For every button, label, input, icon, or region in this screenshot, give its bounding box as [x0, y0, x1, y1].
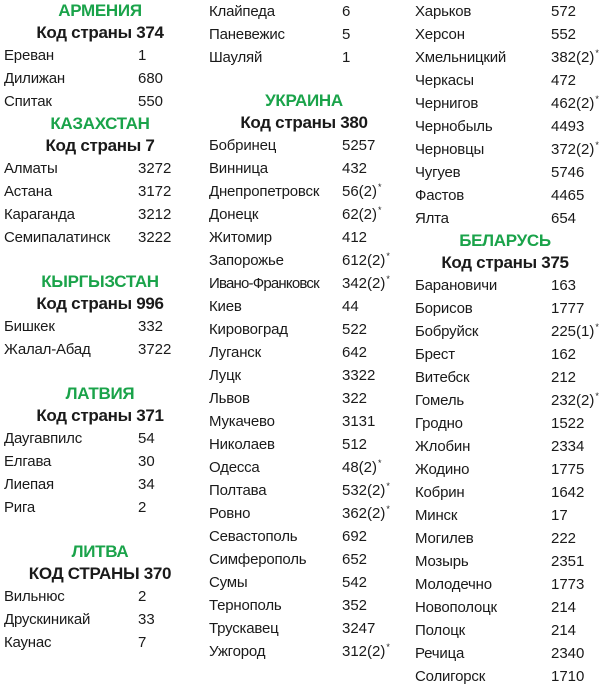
city-name: Рига [4, 499, 36, 516]
city-code [342, 272, 390, 295]
city-code: 3222 [138, 229, 172, 246]
city-code: 1522 [551, 415, 585, 432]
city-name: Шауляй [209, 49, 263, 66]
section-kyrgyzstan [0, 271, 200, 361]
city-code [342, 479, 390, 502]
city-code: 5 [342, 26, 351, 43]
country-code-heading: Код страны 996 [36, 294, 164, 313]
city-code: 54 [138, 430, 155, 447]
city-name: Ялта [415, 210, 449, 227]
city-name: Хмельницкий [415, 49, 507, 66]
city-code: 1710 [551, 668, 585, 685]
city-code: 472 [551, 72, 577, 89]
city-code: 2 [138, 588, 147, 605]
list-item [410, 412, 600, 435]
city-name: Даугавпилс [4, 430, 83, 447]
city-code: 222 [551, 530, 577, 547]
list-item [410, 92, 600, 115]
city-code: 1777 [551, 300, 585, 317]
list-item [410, 207, 600, 230]
list-item [204, 617, 404, 640]
city-name: Симферополь [209, 551, 307, 568]
city-code: 550 [138, 93, 164, 110]
list-item [410, 0, 600, 23]
city-name: Гомель [415, 392, 464, 409]
city-name: Львов [209, 390, 250, 407]
city-name: Елгава [4, 453, 52, 470]
city-name: Жалал-Абад [4, 341, 91, 358]
city-name: Мукачево [209, 413, 275, 430]
city-name: Спитак [4, 93, 52, 110]
footnote-mark: * [386, 251, 390, 261]
city-code: 30 [138, 453, 155, 470]
list-item [204, 318, 404, 341]
city-name: Житомир [209, 229, 272, 246]
city-code: 352 [342, 597, 368, 614]
country-heading: КАЗАХСТАН [50, 114, 150, 133]
spacer [0, 249, 200, 271]
list-item [0, 180, 200, 203]
city-code: 552 [551, 26, 577, 43]
list-item [204, 502, 404, 525]
footnote-mark: * [378, 205, 382, 215]
list-item [204, 594, 404, 617]
column-1 [0, 0, 200, 654]
city-name: Тернополь [209, 597, 282, 614]
list-item [410, 527, 600, 550]
section-armenia [0, 0, 200, 113]
city-name: Одесса [209, 459, 260, 476]
list-item [204, 640, 404, 663]
list-item [410, 435, 600, 458]
list-item [204, 364, 404, 387]
city-name: Бишкек [4, 318, 55, 335]
city-code: 6 [342, 3, 351, 20]
city-code-value: 372(2) [551, 141, 595, 158]
city-code: 332 [138, 318, 164, 335]
country-code-heading: Код страны 374 [36, 23, 164, 42]
list-item [410, 161, 600, 184]
city-name: Чернобыль [415, 118, 493, 135]
city-name: Алматы [4, 160, 58, 177]
list-item [204, 134, 404, 157]
city-code-value: 382(2) [551, 49, 595, 66]
list-item [0, 338, 200, 361]
city-name: Могилев [415, 530, 474, 547]
list-item [0, 44, 200, 67]
city-code [342, 640, 390, 663]
city-code: 163 [551, 277, 577, 294]
city-code: 2340 [551, 645, 585, 662]
section-belarus [410, 230, 600, 688]
list-item [410, 297, 600, 320]
list-item [410, 115, 600, 138]
city-name: Каунас [4, 634, 52, 651]
city-code-value: 232(2) [551, 392, 595, 409]
list-item [410, 274, 600, 297]
country-heading: ЛИТВА [71, 542, 129, 561]
city-name: Барановичи [415, 277, 498, 294]
city-name: Сумы [209, 574, 248, 591]
section-ukraine-continued [410, 0, 600, 230]
city-code: 572 [551, 3, 577, 20]
list-item [0, 585, 200, 608]
list-item [204, 433, 404, 456]
list-item [410, 665, 600, 688]
city-code-value: 62(2) [342, 206, 378, 223]
country-code-heading: Код страны 371 [36, 406, 164, 425]
list-item [410, 458, 600, 481]
city-code [551, 138, 599, 161]
city-name: Минск [415, 507, 458, 524]
city-code: 5746 [551, 164, 585, 181]
city-name: Запорожье [209, 252, 284, 269]
city-name: Ивано-Франковск [209, 275, 319, 292]
city-code: 1773 [551, 576, 585, 593]
city-name: Клайпеда [209, 3, 275, 20]
city-name: Херсон [415, 26, 465, 43]
spacer [0, 519, 200, 541]
city-name: Чернигов [415, 95, 479, 112]
city-code [551, 46, 599, 69]
city-code: 7 [138, 634, 147, 651]
city-name: Киев [209, 298, 242, 315]
city-code-value: 56(2) [342, 183, 378, 200]
list-item [410, 320, 600, 343]
list-item [204, 272, 404, 295]
list-item [204, 295, 404, 318]
footnote-mark: * [386, 481, 390, 491]
list-item [204, 180, 404, 203]
city-name: Чугуев [415, 164, 461, 181]
city-name: Донецк [209, 206, 259, 223]
list-item [0, 496, 200, 519]
city-name: Винница [209, 160, 268, 177]
list-item [410, 366, 600, 389]
city-code: 512 [342, 436, 368, 453]
country-code-heading: Код страны 7 [45, 136, 155, 155]
city-name: Семипалатинск [4, 229, 111, 246]
city-name: Гродно [415, 415, 463, 432]
city-code [551, 320, 599, 343]
spacer [0, 361, 200, 383]
city-code: 212 [551, 369, 577, 386]
list-item [204, 410, 404, 433]
city-name: Вильнюс [4, 588, 65, 605]
city-code [551, 92, 599, 115]
city-code: 1 [342, 49, 351, 66]
city-name: Ужгород [209, 643, 266, 660]
city-code [342, 180, 382, 203]
footnote-mark: * [386, 504, 390, 514]
list-item [410, 642, 600, 665]
city-code-value: 225(1) [551, 323, 595, 340]
city-name: Черкасы [415, 72, 474, 89]
city-code: 3131 [342, 413, 376, 430]
list-item [204, 548, 404, 571]
section-ukraine [204, 90, 404, 663]
list-item [410, 343, 600, 366]
list-item [204, 341, 404, 364]
footnote-mark: * [378, 182, 382, 192]
city-code: 692 [342, 528, 368, 545]
city-name: Астана [4, 183, 52, 200]
list-item [204, 226, 404, 249]
city-code: 432 [342, 160, 368, 177]
footnote-mark: * [386, 642, 390, 652]
city-code: 2 [138, 499, 147, 516]
city-code: 162 [551, 346, 577, 363]
footnote-mark: * [595, 94, 599, 104]
country-code-heading: Код страны 375 [441, 253, 569, 272]
city-code: 654 [551, 210, 577, 227]
city-code: 642 [342, 344, 368, 361]
city-name: Луцк [209, 367, 241, 384]
city-code [342, 249, 390, 272]
city-name: Кировоград [209, 321, 288, 338]
list-item [410, 573, 600, 596]
city-name: Кобрин [415, 484, 465, 501]
footnote-mark: * [378, 458, 382, 468]
section-kazakhstan [0, 113, 200, 249]
country-heading: БЕЛАРУСЬ [459, 231, 551, 250]
list-item [204, 249, 404, 272]
city-name: Бобруйск [415, 323, 479, 340]
city-code: 4493 [551, 118, 585, 135]
list-item [410, 481, 600, 504]
city-name: Севастополь [209, 528, 298, 545]
city-name: Луганск [209, 344, 261, 361]
city-name: Караганда [4, 206, 75, 223]
city-code: 412 [342, 229, 368, 246]
city-name: Харьков [415, 3, 472, 20]
city-code: 214 [551, 599, 577, 616]
country-heading: АРМЕНИЯ [58, 1, 142, 20]
list-item [204, 456, 404, 479]
list-item [0, 427, 200, 450]
list-item [410, 596, 600, 619]
city-name: Витебск [415, 369, 470, 386]
city-name: Жлобин [415, 438, 471, 455]
footnote-mark: * [595, 48, 599, 58]
city-code: 1 [138, 47, 147, 64]
city-code [342, 502, 390, 525]
city-code-value: 342(2) [342, 275, 386, 292]
city-code: 2351 [551, 553, 585, 570]
city-code: 33 [138, 611, 155, 628]
list-item [204, 525, 404, 548]
city-name: Паневежис [209, 26, 285, 43]
list-item [204, 571, 404, 594]
city-code: 44 [342, 298, 359, 315]
city-code: 680 [138, 70, 164, 87]
list-item [0, 203, 200, 226]
city-code: 3722 [138, 341, 172, 358]
list-item [0, 631, 200, 654]
city-code: 3212 [138, 206, 172, 223]
list-item [0, 226, 200, 249]
city-name: Полтава [209, 482, 267, 499]
city-name: Фастов [415, 187, 465, 204]
column-3 [410, 0, 600, 688]
city-code [342, 203, 382, 226]
city-code: 542 [342, 574, 368, 591]
city-code: 652 [342, 551, 368, 568]
country-heading: КЫРГЫЗСТАН [41, 272, 159, 291]
list-item [0, 608, 200, 631]
spacer [204, 69, 404, 90]
city-name: Друскиникай [4, 611, 91, 628]
footnote-mark: * [595, 391, 599, 401]
city-name: Брест [415, 346, 455, 363]
city-name: Бобринец [209, 137, 277, 154]
city-code: 5257 [342, 137, 376, 154]
country-heading: ЛАТВИЯ [65, 384, 135, 403]
list-item [410, 69, 600, 92]
list-item [0, 315, 200, 338]
section-lithuania-continued [204, 0, 404, 69]
list-item [204, 203, 404, 226]
city-name: Ереван [4, 47, 54, 64]
city-code: 3272 [138, 160, 172, 177]
section-lithuania [0, 541, 200, 654]
list-item [410, 138, 600, 161]
city-code-value: 48(2) [342, 459, 378, 476]
list-item [410, 46, 600, 69]
city-code-value: 312(2) [342, 643, 386, 660]
list-item [410, 184, 600, 207]
city-code-value: 462(2) [551, 95, 595, 112]
city-name: Новополоцк [415, 599, 497, 616]
list-item [204, 46, 404, 69]
list-item [204, 479, 404, 502]
city-code: 3247 [342, 620, 376, 637]
city-code: 1775 [551, 461, 585, 478]
list-item [410, 23, 600, 46]
city-code: 17 [551, 507, 568, 524]
city-name: Речица [415, 645, 465, 662]
footnote-mark: * [595, 322, 599, 332]
list-item [410, 550, 600, 573]
list-item [204, 0, 404, 23]
city-code: 3172 [138, 183, 172, 200]
footnote-mark: * [595, 140, 599, 150]
country-code-heading: Код страны 380 [240, 113, 368, 132]
city-name: Молодечно [415, 576, 492, 593]
list-item [204, 157, 404, 180]
city-name: Солигорск [415, 668, 486, 685]
city-code: 34 [138, 476, 155, 493]
city-name: Жодино [415, 461, 470, 478]
list-item [410, 389, 600, 412]
city-code: 322 [342, 390, 368, 407]
list-item [0, 473, 200, 496]
city-name: Трускавец [209, 620, 279, 637]
list-item [204, 23, 404, 46]
city-name: Мозырь [415, 553, 469, 570]
column-2 [204, 0, 404, 663]
city-code-value: 532(2) [342, 482, 386, 499]
city-code-value: 612(2) [342, 252, 386, 269]
city-name: Полоцк [415, 622, 466, 639]
country-heading: УКРАИНА [265, 91, 343, 110]
city-name: Днепропетровск [209, 183, 320, 200]
city-name: Черновцы [415, 141, 485, 158]
city-name: Николаев [209, 436, 275, 453]
list-item [410, 504, 600, 527]
city-code: 3322 [342, 367, 376, 384]
list-item [0, 157, 200, 180]
list-item [204, 387, 404, 410]
city-name: Ровно [209, 505, 251, 522]
city-code: 214 [551, 622, 577, 639]
city-code: 522 [342, 321, 368, 338]
city-name: Дилижан [4, 70, 65, 87]
list-item [0, 450, 200, 473]
list-item [0, 67, 200, 90]
city-name: Борисов [415, 300, 473, 317]
city-code: 2334 [551, 438, 585, 455]
list-item [0, 90, 200, 113]
city-code-value: 362(2) [342, 505, 386, 522]
footnote-mark: * [386, 274, 390, 284]
city-code: 1642 [551, 484, 585, 501]
city-code [342, 456, 382, 479]
list-item [410, 619, 600, 642]
section-latvia [0, 383, 200, 519]
city-code [551, 389, 599, 412]
country-code-heading: КОД СТРАНЫ 370 [28, 564, 172, 583]
city-code: 4465 [551, 187, 585, 204]
city-name: Лиепая [4, 476, 54, 493]
